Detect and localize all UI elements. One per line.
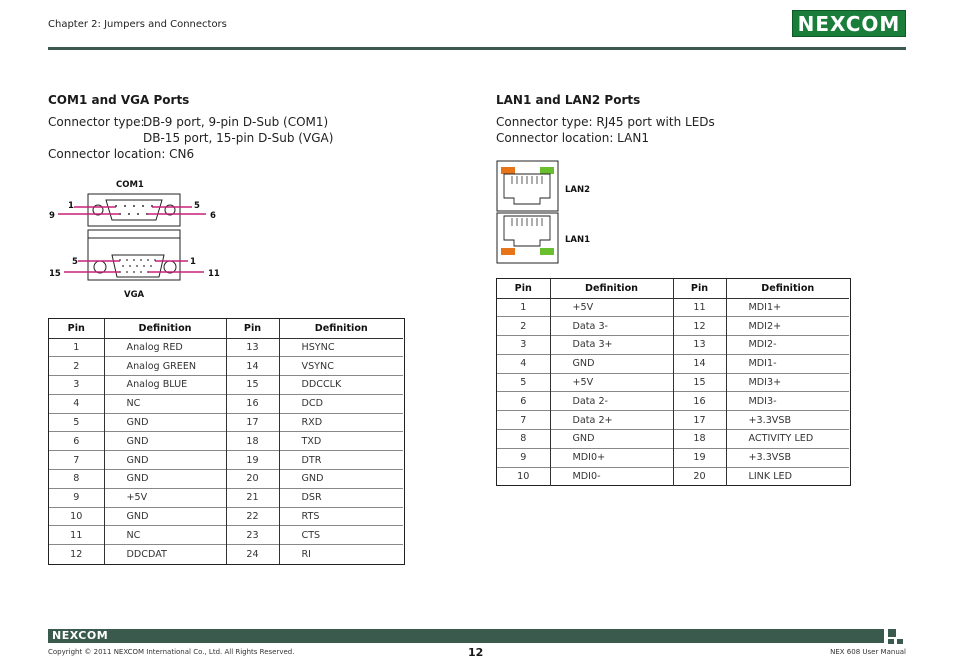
lan-diagram [496,160,606,264]
com-pin5-label: 5 [194,201,200,211]
pin-number-cell: 18 [226,432,279,451]
pin-definition-cell: DCD [279,394,403,413]
com-connector-type-2: DB-15 port, 15-pin D-Sub (VGA) [143,131,334,145]
lan-pin-table [497,279,849,486]
pin-definition-cell: +3.3VSB [726,448,849,467]
footer-bar [48,629,884,643]
lan1-port [497,213,558,263]
pin-definition-cell: MDI0+ [550,448,673,467]
pin-definition-cell: Data 2- [550,392,673,411]
pin-number-cell: 6 [49,432,104,451]
com-pin6-label: 6 [210,211,216,221]
pin-number-cell: 13 [226,338,279,357]
pin-number-cell: 21 [226,488,279,507]
lan1-led-orange [501,248,515,255]
logo-text: NEXCOM [797,12,901,36]
pin-number-cell: 1 [49,338,104,357]
table-header: Definition [279,319,403,338]
pin-number-cell: 16 [226,394,279,413]
chapter-title: Chapter 2: Jumpers and Connectors [48,19,227,30]
pin-definition-cell: +5V [550,298,673,317]
pin-definition-cell: DSR [279,488,403,507]
pin-number-cell: 2 [497,317,550,336]
pin-definition-cell: Data 3- [550,317,673,336]
pin-definition-cell: GND [104,507,226,526]
lan1-led-green [540,248,554,255]
vga-pin15-label: 15 [49,269,61,279]
pin-number-cell: 11 [49,526,104,545]
pin-definition-cell: DDCCLK [279,376,403,395]
pin-definition-cell: GND [104,413,226,432]
table-row [49,394,403,413]
com-pin1-label: 1 [68,201,74,211]
footer-square-large [888,629,896,637]
lan-connector-type: Connector type: RJ45 port with LEDs [496,115,715,129]
pin-number-cell: 3 [49,376,104,395]
pin-number-cell: 19 [673,448,726,467]
pin-number-cell: 17 [226,413,279,432]
pin-definition-cell: Data 3+ [550,336,673,355]
com1-dsub [106,200,162,220]
pin-definition-cell: TXD [279,432,403,451]
pin-definition-cell: GND [104,451,226,470]
pin-number-cell: 2 [49,357,104,376]
pin-definition-cell: MDI1- [726,354,849,373]
vga-pin11-label: 11 [208,269,220,279]
com-vga-title: COM1 and VGA Ports [48,93,190,107]
table-row [49,488,403,507]
pin-number-cell: 5 [49,413,104,432]
vga-dsub [112,255,164,277]
page-number: 12 [468,646,484,659]
pin-number-cell: 15 [673,373,726,392]
lan-pin-table-frame [496,278,851,486]
table-header: Definition [550,279,673,298]
pin-definition-cell: +5V [550,373,673,392]
table-row [49,338,403,357]
pin-number-cell: 17 [673,411,726,430]
pin-definition-cell: VSYNC [279,357,403,376]
pin-definition-cell: +5V [104,488,226,507]
pin-definition-cell: Data 2+ [550,411,673,430]
pin-number-cell: 12 [49,545,104,564]
lan2-label: LAN2 [565,185,591,195]
footer-logo: NEXCOM [52,629,109,642]
pin-definition-cell: LINK LED [726,467,849,486]
pin-definition-cell: Analog RED [104,338,226,357]
table-row [497,298,849,317]
pin-number-cell: 7 [49,451,104,470]
pin-number-cell: 11 [673,298,726,317]
pin-number-cell: 20 [226,470,279,489]
vga-pin5-label: 5 [72,257,78,267]
nexcom-logo [792,10,906,37]
table-row [497,430,849,449]
pin-definition-cell: Analog GREEN [104,357,226,376]
pin-definition-cell: NC [104,394,226,413]
pin-number-cell: 9 [497,448,550,467]
table-header: Pin [673,279,726,298]
com-connector-type-1: DB-9 port, 9-pin D-Sub (COM1) [143,115,329,129]
com-connector-type-label: Connector type: [48,115,145,129]
pin-definition-cell: MDI1+ [726,298,849,317]
com-connector-location: Connector location: CN6 [48,147,195,161]
pin-definition-cell: +3.3VSB [726,411,849,430]
pin-number-cell: 22 [226,507,279,526]
table-row [49,545,403,564]
table-header: Pin [49,319,104,338]
pin-definition-cell: MDI0- [550,467,673,486]
table-row [49,413,403,432]
pin-number-cell: 5 [497,373,550,392]
com-pin9-label: 9 [49,211,55,221]
pin-number-cell: 1 [497,298,550,317]
table-row [497,467,849,486]
pin-definition-cell: GND [550,430,673,449]
manual-title: NEX 608 User Manual [830,648,906,656]
pin-definition-cell: RTS [279,507,403,526]
table-row [49,432,403,451]
pin-definition-cell: NC [104,526,226,545]
table-header: Definition [104,319,226,338]
lan-title: LAN1 and LAN2 Ports [496,93,641,107]
pin-definition-cell: CTS [279,526,403,545]
footer-square-small-2 [897,639,903,644]
pin-definition-cell: MDI3- [726,392,849,411]
pin-number-cell: 10 [497,467,550,486]
pin-definition-cell: GND [550,354,673,373]
pin-definition-cell: RXD [279,413,403,432]
table-row [49,507,403,526]
pin-definition-cell: Analog BLUE [104,376,226,395]
vga-pin1-label: 1 [190,257,196,267]
pin-number-cell: 14 [673,354,726,373]
pin-number-cell: 9 [49,488,104,507]
pin-number-cell: 18 [673,430,726,449]
pin-number-cell: 19 [226,451,279,470]
lan2-led-green [540,167,554,174]
copyright-text: Copyright © 2011 NEXCOM International Co., Ltd. All Rights Reserved. [48,648,295,656]
pin-number-cell: 6 [497,392,550,411]
pin-definition-cell: DTR [279,451,403,470]
pin-definition-cell: MDI3+ [726,373,849,392]
pin-number-cell: 15 [226,376,279,395]
pin-number-cell: 24 [226,545,279,564]
table-row [497,448,849,467]
table-row [497,317,849,336]
footer-square-small-1 [888,639,894,644]
table-row [49,451,403,470]
pin-number-cell: 23 [226,526,279,545]
com-vga-diagram [44,172,234,302]
pin-definition-cell: DDCDAT [104,545,226,564]
table-row [497,336,849,355]
pin-number-cell: 3 [497,336,550,355]
lan1-label: LAN1 [565,235,591,245]
pin-number-cell: 4 [49,394,104,413]
com-vga-pin-table [49,319,403,564]
pin-definition-cell: MDI2+ [726,317,849,336]
table-row [497,392,849,411]
pin-number-cell: 16 [673,392,726,411]
pin-definition-cell: MDI2- [726,336,849,355]
pin-definition-cell: HSYNC [279,338,403,357]
table-row [497,354,849,373]
vga-label: VGA [124,290,145,300]
pin-number-cell: 13 [673,336,726,355]
com-vga-pin-table-frame [48,318,405,565]
lan-connector-location: Connector location: LAN1 [496,131,649,145]
table-row [49,526,403,545]
table-row [49,376,403,395]
pin-number-cell: 8 [49,470,104,489]
pin-number-cell: 20 [673,467,726,486]
pin-definition-cell: GND [104,470,226,489]
pin-definition-cell: RI [279,545,403,564]
table-header: Definition [726,279,849,298]
table-header: Pin [226,319,279,338]
vga-divider [88,230,180,238]
pin-number-cell: 8 [497,430,550,449]
lan2-led-orange [501,167,515,174]
pin-definition-cell: ACTIVITY LED [726,430,849,449]
pin-number-cell: 7 [497,411,550,430]
pin-definition-cell: GND [104,432,226,451]
table-row [49,470,403,489]
table-row [497,411,849,430]
table-row [49,357,403,376]
table-row [497,373,849,392]
header-rule [48,47,906,50]
pin-number-cell: 4 [497,354,550,373]
pin-number-cell: 12 [673,317,726,336]
pin-definition-cell: GND [279,470,403,489]
com1-label: COM1 [116,180,144,190]
table-header: Pin [497,279,550,298]
pin-number-cell: 14 [226,357,279,376]
pin-number-cell: 10 [49,507,104,526]
